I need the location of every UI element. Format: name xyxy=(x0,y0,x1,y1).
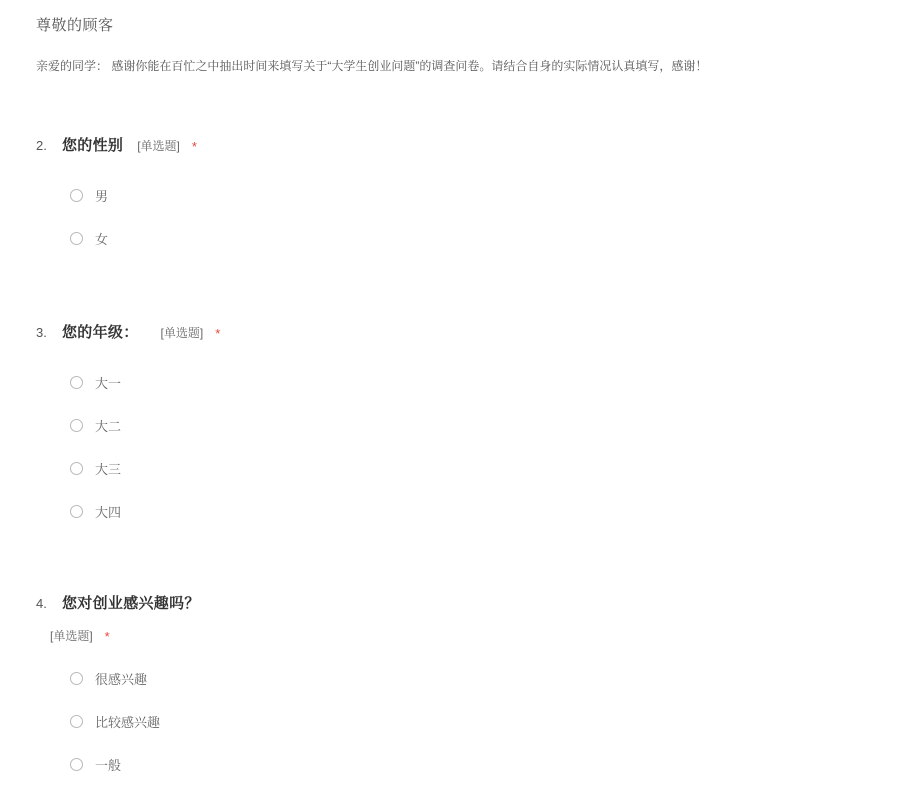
radio-icon[interactable] xyxy=(70,715,83,728)
option-list xyxy=(70,664,866,778)
radio-icon[interactable] xyxy=(70,189,83,202)
question-type-label: [单选题] xyxy=(137,139,180,153)
option-item[interactable] xyxy=(70,411,866,439)
question-block-grade xyxy=(36,321,866,540)
question-header xyxy=(36,592,866,613)
question-title: 您的年级： xyxy=(62,324,139,341)
option-list xyxy=(70,181,866,252)
option-item[interactable] xyxy=(70,707,866,735)
option-label: 一般 xyxy=(95,757,122,773)
option-label: 男 xyxy=(95,188,109,204)
option-label: 女 xyxy=(95,231,109,247)
option-label: 大三 xyxy=(95,461,122,477)
option-label: 大二 xyxy=(95,418,122,434)
option-list xyxy=(70,368,866,525)
option-label: 大一 xyxy=(95,375,122,391)
option-item[interactable] xyxy=(70,497,866,525)
question-title: 您的性别 xyxy=(62,137,124,154)
question-header xyxy=(36,321,866,342)
option-item[interactable] xyxy=(70,750,866,778)
option-label: 很感兴趣 xyxy=(95,671,148,687)
question-type-label: [单选题] xyxy=(50,629,93,643)
question-type-label: [单选题] xyxy=(160,326,204,340)
option-item[interactable] xyxy=(70,664,866,692)
radio-icon[interactable] xyxy=(70,505,83,518)
question-number: 3. xyxy=(36,325,47,340)
radio-icon[interactable] xyxy=(70,419,83,432)
radio-icon[interactable] xyxy=(70,232,83,245)
option-item[interactable] xyxy=(70,224,866,252)
radio-icon[interactable] xyxy=(70,758,83,771)
option-item[interactable] xyxy=(70,368,866,396)
required-asterisk: * xyxy=(104,629,110,644)
option-item[interactable] xyxy=(70,454,866,482)
question-block-gender xyxy=(36,134,866,267)
page-title: 尊敬的顾客 xyxy=(36,17,114,34)
option-label: 大四 xyxy=(95,504,122,520)
option-item[interactable] xyxy=(70,181,866,209)
question-meta-line xyxy=(50,627,866,644)
question-title: 您对创业感兴趣吗？ xyxy=(62,595,200,612)
required-asterisk: * xyxy=(191,139,197,154)
radio-icon[interactable] xyxy=(70,672,83,685)
radio-icon[interactable] xyxy=(70,462,83,475)
question-number: 2. xyxy=(36,138,47,153)
radio-icon[interactable] xyxy=(70,376,83,389)
question-number: 4. xyxy=(36,596,47,611)
option-label: 比较感兴趣 xyxy=(95,714,161,730)
question-block-interest xyxy=(36,592,866,793)
survey-intro-text: 亲爱的同学： 感谢你能在百忙之中抽出时间来填写关于“大学生创业问题”的调查问卷。请结合自身的实际情况认真填写，感谢！ xyxy=(36,59,708,73)
required-asterisk: * xyxy=(215,326,221,341)
question-header xyxy=(36,134,866,155)
